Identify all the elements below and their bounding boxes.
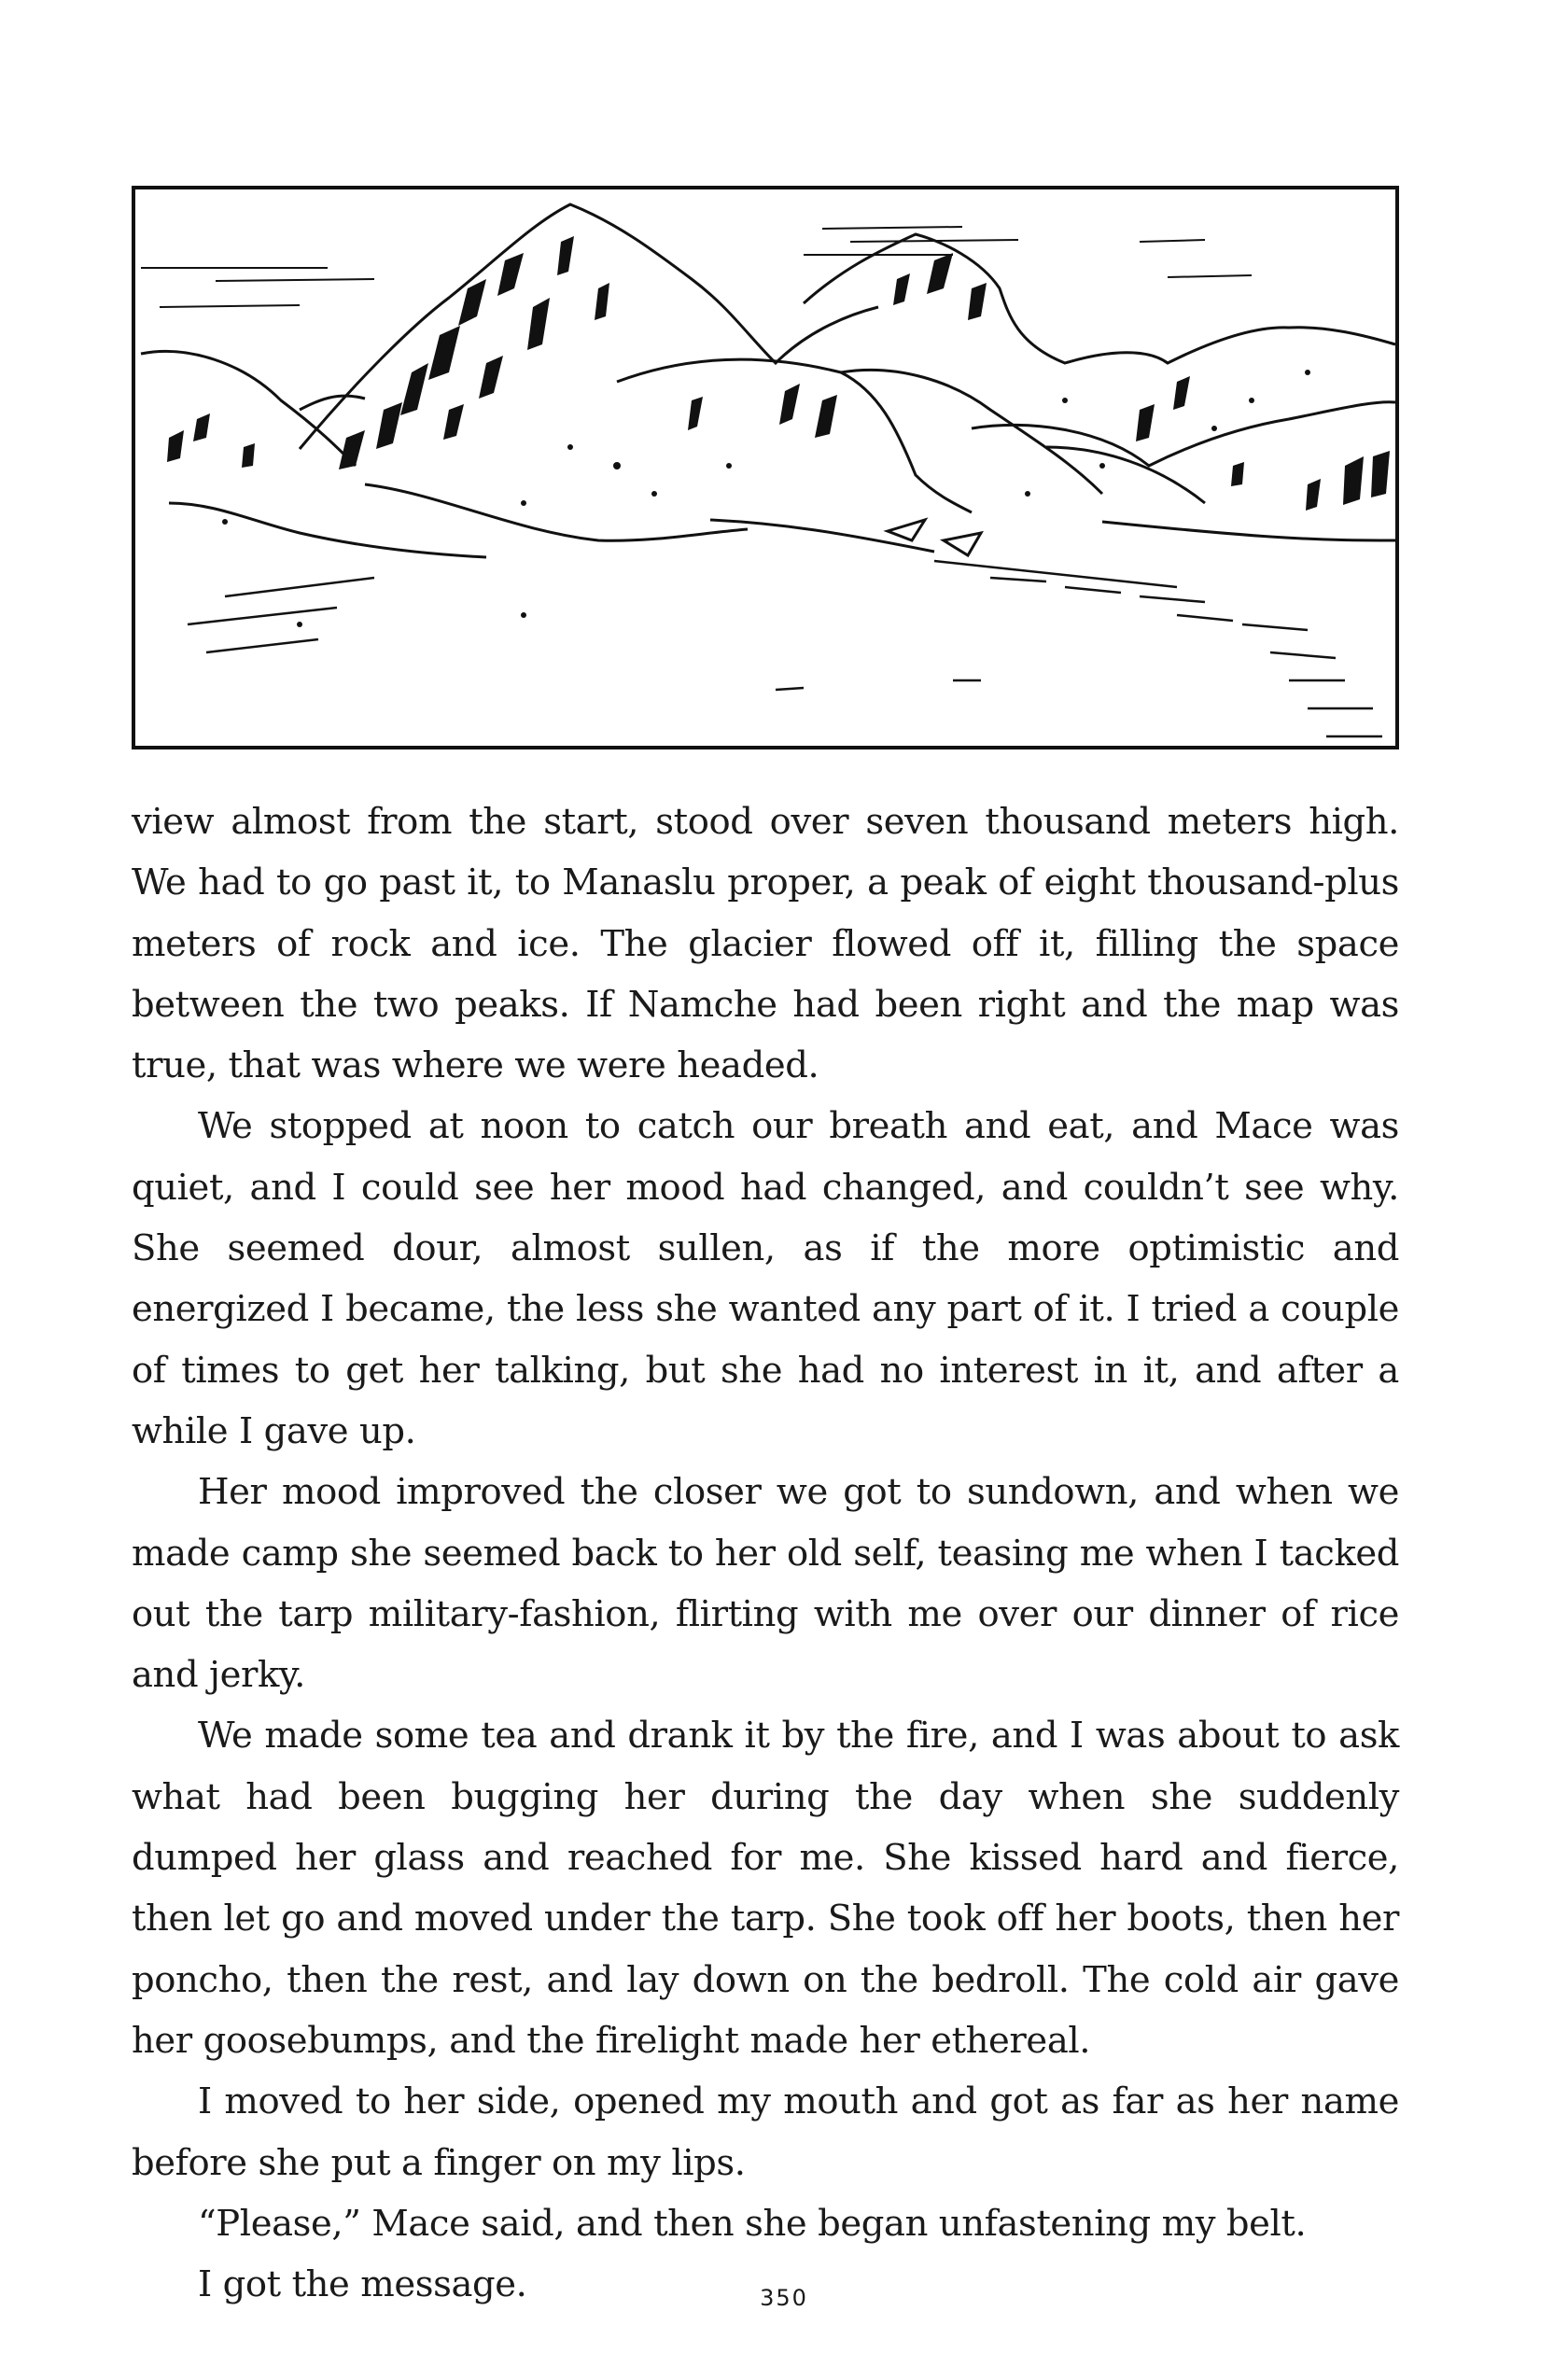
paragraph-1: view almost from the start, stood over seven thousand meters high. We had to go past it, to Manaslu proper, a peak of eight thousand-plus meters of rock and ice. The glacier flowed off it, filling the space between the two peaks. If Namche had been right and the map was true, that was where we were headed. [132,801,1399,1087]
body-text [132,791,1399,2315]
paragraph-6: “Please,” Mace said, and then she began unfastening my belt. [198,2202,1307,2245]
paragraph-7: I got the message. [198,2263,527,2306]
paragraph-3: Her mood improved the closer we got to sundown, and when we made camp she seemed back to her old self, teasing me when I tacked out the tarp military-fashion, flirting with me over our dinner of rice and jerky. [132,1471,1399,1697]
page-number: 350 [760,2285,808,2311]
paragraph-4: We made some tea and drank it by the fire, and I was about to ask what had been bugging her during the day when she suddenly dumped her glass and reached for me. She kissed hard and fierce, then let go and moved under the tarp. She took off her boots, then her poncho, then the rest, and lay down on the bedroll. The cold air gave her goosebumps, and the firelight made her ethereal. [132,1715,1399,2062]
mountain-drawing [132,186,1399,749]
paragraph-5: I moved to her side, opened my mouth and got as far as her name before she put a finger on my lips. [132,2080,1399,2184]
mountain-illustration [132,186,1399,749]
paragraph-2: We stopped at noon to catch our breath and eat, and Mace was quiet, and I could see her mood had changed, and couldn’t see why. She seemed dour, almost sullen, as if the more optimistic and energized I became, the less she wanted any part of it. I tried a couple of times to get her talking, but she had no interest in it, and after a while I gave up. [132,1105,1399,1452]
illustration-frame [133,188,1397,748]
